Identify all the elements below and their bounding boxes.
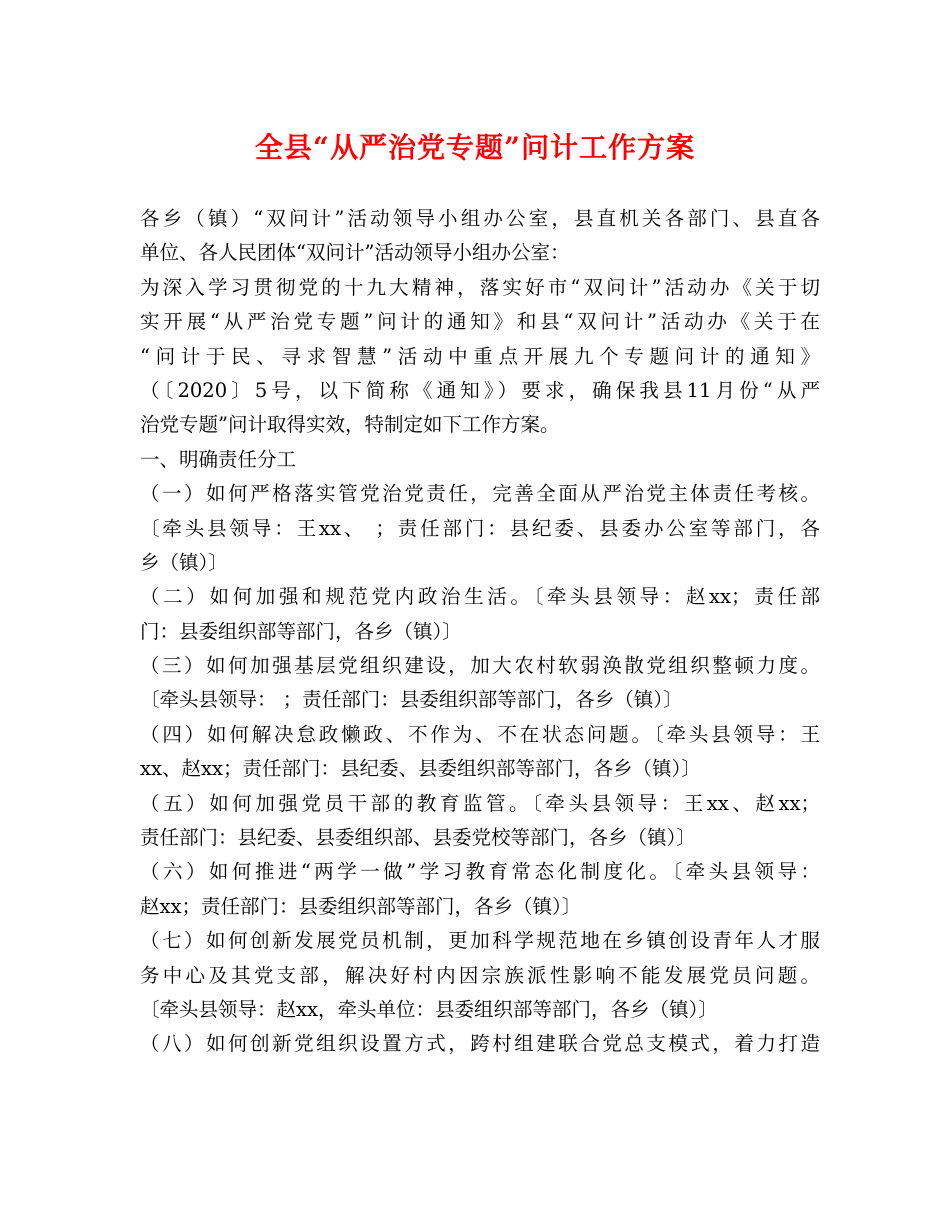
paragraph-line: （七）如何创新发展党员机制，更加科学规范地在乡镇创设青年人才服 <box>140 929 820 953</box>
paragraph-line: （二）如何加强和规范党内政治生活。〔牵头县领导：赵xx；责任部 <box>140 585 820 609</box>
paragraph-line: （六）如何推进“两学一做”学习教育常态化制度化。〔牵头县领导： <box>140 860 820 884</box>
paragraph-line: 〔牵头县领导：赵xx，牵头单位：县委组织部等部门，各乡（镇）〕 <box>140 997 718 1021</box>
paragraph-line: （五）如何加强党员干部的教育监管。〔牵头县领导：王xx、赵xx； <box>140 791 820 815</box>
paragraph-line: 实开展“从严治党专题”问计的通知》和县“双问计”活动办《关于在 <box>140 310 820 334</box>
paragraph-line: （一）如何严格落实管党治党责任，完善全面从严治党主体责任考核。 <box>140 482 820 506</box>
paragraph-line: （〔2020〕5号，以下简称《通知》）要求，确保我县11月份“从严 <box>140 378 820 402</box>
paragraph-line: 为深入学习贯彻党的十九大精神，落实好市“双问计”活动办《关于切 <box>140 275 820 299</box>
paragraph-line: 治党专题”问计取得实效，特制定如下工作方案。 <box>140 413 560 437</box>
paragraph-line: 赵xx；责任部门：县委组织部等部门，各乡（镇）〕 <box>140 894 582 918</box>
document-body <box>140 202 820 1062</box>
paragraph-line: （三）如何加强基层党组织建设，加大农村软弱涣散党组织整顿力度。 <box>140 654 820 678</box>
paragraph-line: 责任部门：县纪委、县委组织部、县委党校等部门，各乡（镇）〕 <box>140 826 696 850</box>
paragraph-line: 乡（镇）〕 <box>140 550 228 574</box>
paragraph-line: “问计于民、寻求智慧”活动中重点开展九个专题问计的通知》 <box>140 344 820 368</box>
paragraph-line: （八）如何创新党组织设置方式，跨村组建联合党总支模式，着力打造 <box>140 1032 820 1056</box>
paragraph-line: 单位、各人民团体“双问计”活动领导小组办公室： <box>140 241 570 265</box>
document-title: 全县“从严治党专题”问计工作方案 <box>254 131 696 164</box>
paragraph-line: xx、赵xx；责任部门：县纪委、县委组织部等部门，各乡（镇）〕 <box>140 757 701 781</box>
paragraph-line: 〔牵头县领导：王xx、 ；责任部门：县纪委、县委办公室等部门，各 <box>140 516 820 540</box>
paragraph-line: 〔牵头县领导： ；责任部门：县委组织部等部门，各乡（镇）〕 <box>140 688 683 712</box>
paragraph-line: 门：县委组织部等部门，各乡（镇）〕 <box>140 619 462 643</box>
paragraph-line: 务中心及其党支部，解决好村内因宗族派性影响不能发展党员问题。 <box>140 963 820 987</box>
paragraph-line: （四）如何解决怠政懒政、不作为、不在状态问题。〔牵头县领导：王 <box>140 722 820 746</box>
paragraph-line: 一、明确责任分工 <box>140 447 297 471</box>
paragraph-line: 各乡（镇）“双问计”活动领导小组办公室，县直机关各部门、县直各 <box>140 207 820 230</box>
